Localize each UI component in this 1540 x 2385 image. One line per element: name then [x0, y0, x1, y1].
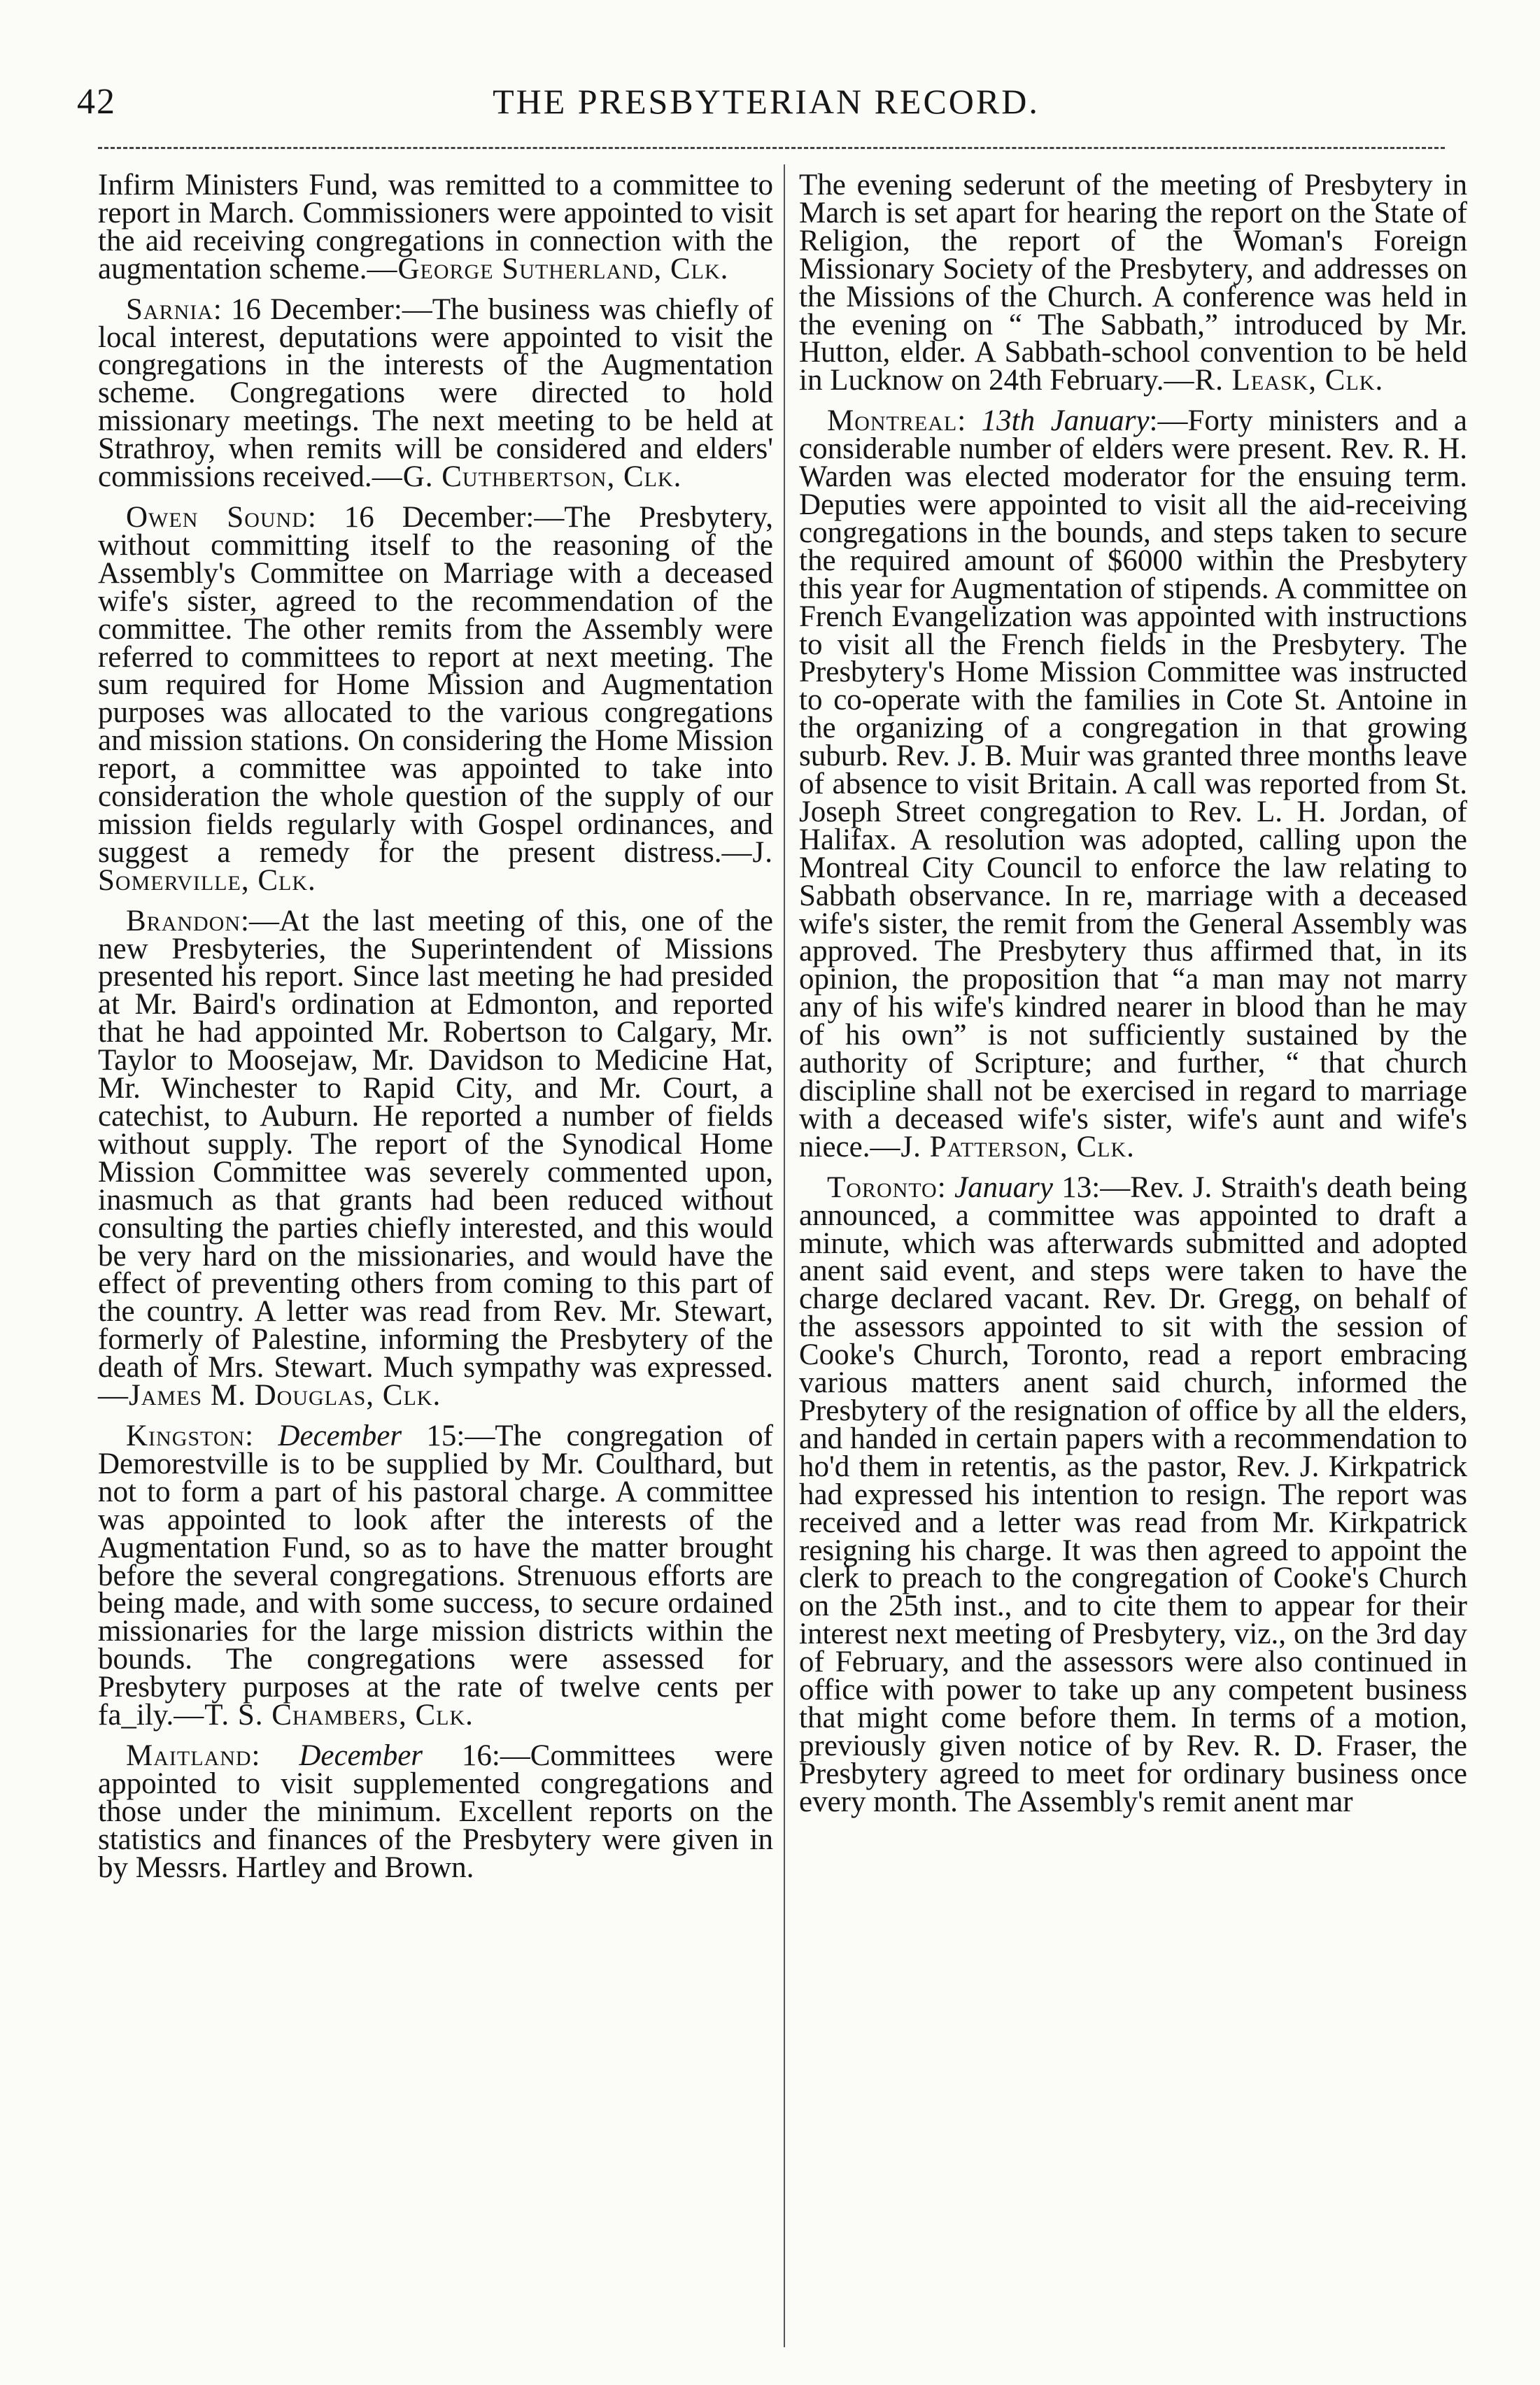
page-number: 42: [77, 82, 116, 122]
report-paragraph: Kingston: December 15:—The congregation of Demorestville is to be supplied by Mr. Coulthard, but not to form a part of his pastoral charge. A committee was appointed to look after the interests of the Augmentation Fund, so as to have the matter brought before the several congregations. Strenuous efforts are being made, and with some success, to secure ordained missionaries for the large mission districts within the bounds. The congregations were assessed for Presbytery purposes at the rate of twelve cents per fa_ily.—T. S. Chambers, Clk.: [98, 1419, 774, 1732]
column-divider: [784, 164, 785, 2347]
report-paragraph: Toronto: January 13:—Rev. J. Straith's death being announced, a committee was appointed to draft a minute, which was afterwards submitted and adopted anent said event, and steps were taken to have the charge declared vacant. Rev. Dr. Gregg, on behalf of the assessors appointed to sit with the session of Cooke's Church, Toronto, read a report embracing various matters anent said church, informed the Presbytery of the resignation of office by all the elders, and handed in certain papers with a recommendation to ho'd them in retentis, as the pastor, Rev. J. Kirkpatrick had expressed his intention to resign. The report was received and a letter was read from Mr. Kirkpatrick resigning his charge. It was then agreed to appoint the clerk to preach to the congregation of Cooke's Church on the 25th inst., and to cite them to appear for their interest next meeting of Presbytery, viz., on the 3rd day of February, and the assessors were also continued in office with power to take up any competent business that might come before them. In terms of a motion, previously given notice of by Rev. R. D. Fraser, the Presbytery agreed to meet for ordinary business once every month. The Assembly's remit anent mar: [799, 1170, 1467, 1818]
right-column: [799, 171, 1467, 1829]
page-header: [77, 81, 1455, 137]
report-paragraph: Infirm Ministers Fund, was remitted to a committee to report in March. Commissioners were appointed to visit the aid receiving congregations in connection with the augmentation scheme.—George Sutherland, Clk.: [98, 169, 773, 285]
report-paragraph: The evening sederunt of the meeting of Presbytery in March is set apart for hearing the report on the State of Religion, the report of the Woman's Foreign Missionary Society of the Presbytery, and addresses on the Missions of the Church. A conference was held in the evening on “ The Sabbath,” introduced by Mr. Hutton, elder. A Sabbath-school convention to be held in Lucknow on 24th February.—R. Leask, Clk.: [799, 169, 1467, 397]
report-paragraph: Maitland: December 16:—Committees were appointed to visit supplemented congregations and those under the minimum. Excellent reports on the statistics and finances of the Presbytery were given in by Messrs. Hartley and Brown.: [98, 1739, 773, 1884]
left-column: [98, 171, 773, 1894]
running-title: THE PRESBYTERIAN RECORD.: [493, 82, 1040, 121]
report-paragraph: Brandon:—At the last meeting of this, one of the new Presbyteries, the Superintendent of Missions presented his report. Since last meeting he had presided at Mr. Baird's ordination at Edmonton, and reported that he had appointed Mr. Robertson to Calgary, Mr. Taylor to Moosejaw, Mr. Davidson to Medicine Hat, Mr. Winchester to Rapid City, and Mr. Court, a catechist, to Auburn. He reported a number of fields without supply. The report of the Synodical Home Mission Committee was severely commented upon, inasmuch as that grants had been reduced without consulting the parties chiefly interested, and this would be very hard on the missionaries, and would have the effect of preventing others from coming to this part of the country. A letter was read from Rev. Mr. Stewart, formerly of Palestine, informing the Presbytery of the death of Mrs. Stewart. Much sympathy was expressed.—James M. Douglas, Clk.: [98, 904, 773, 1413]
report-paragraph: Sarnia: 16 December:—The business was chiefly of local interest, deputations were appointed to visit the congregations in the interests of the Augmentation scheme. Congregations were directed to hold missionary meetings. The next meeting to be held at Strathroy, when remits will be considered and elders' commissions received.—G. Cuthbertson, Clk.: [98, 292, 773, 494]
header-rule: [98, 147, 1445, 149]
report-paragraph: Montreal: 13th January:—Forty ministers and a considerable number of elders were present. Rev. R. H. Warden was elected moderator for the ensuing term. Deputies were appointed to visit all the aid-receiving congregations in the bounds, and steps taken to secure the required amount of $6000 within the Presbytery this year for Augmentation of stipends. A committee on French Evangelization was appointed with instructions to visit all the French fields in the Presbytery. The Presbytery's Home Mission Committee was instructed to co-operate with the families in Cote St. Antoine in the organizing of a congregation in that growing suburb. Rev. J. B. Muir was granted three months leave of absence to visit Britain. A call was reported from St. Joseph Street congregation to Rev. L. H. Jordan, of Halifax. A resolution was adopted, calling upon the Montreal City Council to enforce the law relating to Sabbath observance. In re, marriage with a deceased wife's sister, the remit from the General Assembly was approved. The Presbytery thus affirmed that, in its opinion, the proposition that “a man may not marry any of his wife's kindred nearer in blood than he may of his own” is not sufficiently sustained by the authority of Scripture; and further, “ that church discipline shall not be exercised in regard to marriage with a deceased wife's sister, wife's aunt and wife's niece.—J. Patterson, Clk.: [799, 404, 1467, 1163]
report-paragraph: Owen Sound: 16 December:—The Presbytery, without committing itself to the reasoning of the Assembly's Committee on Marriage with a deceased wife's sister, agreed to the recommendation of the committee. The other remits from the Assembly were referred to committees to report at next meeting. The sum required for Home Mission and Augmentation purposes was allocated to the various congregations and mission stations. On considering the Home Mission report, a committee was appointed to take into consideration the whole question of the supply of our mission fields regularly with Gospel ordinances, and suggest a remedy for the present distress.—J. Somerville, Clk.: [98, 500, 773, 897]
